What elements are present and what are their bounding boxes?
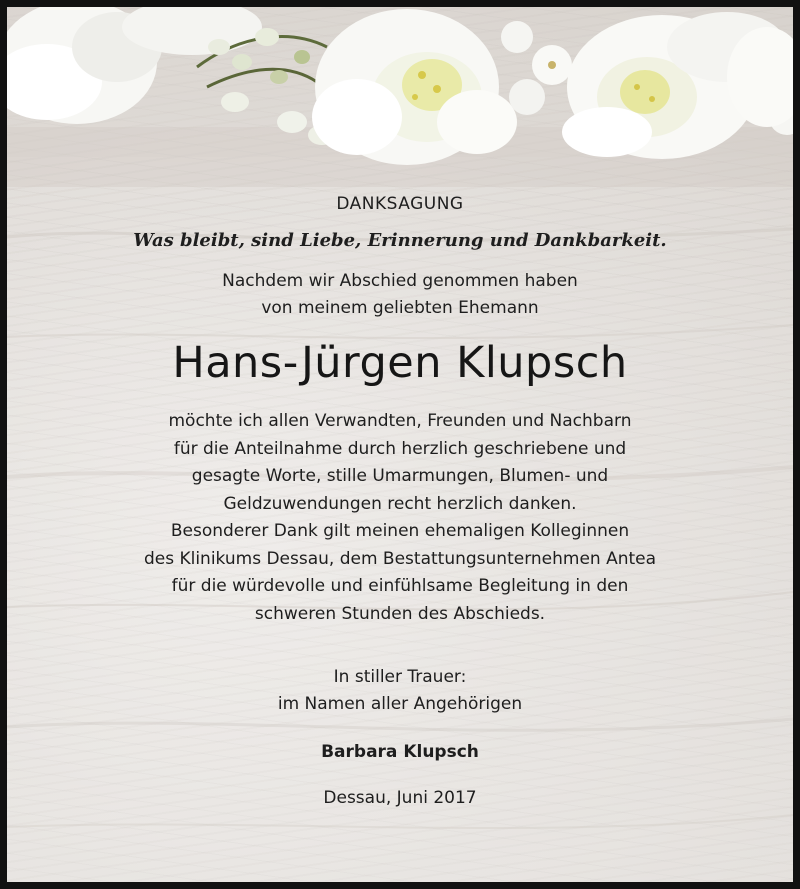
intro-text (7, 268, 793, 322)
closing-text (7, 664, 793, 718)
notice-text (7, 187, 793, 814)
body-line: Besonderer Dank gilt meinen ehemaligen Kolleginnen (170, 521, 630, 541)
intro-line: Nachdem wir Abschied genommen haben (222, 271, 578, 291)
closing-line: In stiller Trauer: (333, 667, 467, 687)
place-date: Dessau, Juni 2017 (323, 788, 477, 808)
body-line: schweren Stunden des Abschieds. (254, 603, 546, 624)
notice-heading: DANKSAGUNG (336, 194, 464, 214)
body-line: des Klinikums Dessau, dem Bestattungsunternehmen Antea (143, 548, 657, 569)
closing-line: im Namen aller Angehörigen (277, 694, 523, 714)
motto: Was bleibt, sind Liebe, Erinnerung und Dankbarkeit. (133, 230, 667, 251)
deceased-name: Hans-Jürgen Klupsch (172, 338, 628, 388)
body-line: für die Anteilnahme durch herzlich geschriebene und (173, 438, 627, 459)
tulip-flowers-image (7, 7, 793, 177)
intro-line: von meinem geliebten Ehemann (261, 298, 539, 318)
body-line: für die würdevolle und einfühlsame Begleitung in den (171, 576, 629, 596)
body-line: möchte ich allen Verwandten, Freunden und Nachbarn (168, 411, 632, 431)
body-line: Geldzuwendungen recht herzlich danken. (223, 493, 577, 514)
body-line: gesagte Worte, stille Umarmungen, Blumen- und (191, 466, 609, 486)
thanks-text (7, 408, 793, 628)
signer-name: Barbara Klupsch (321, 742, 479, 762)
